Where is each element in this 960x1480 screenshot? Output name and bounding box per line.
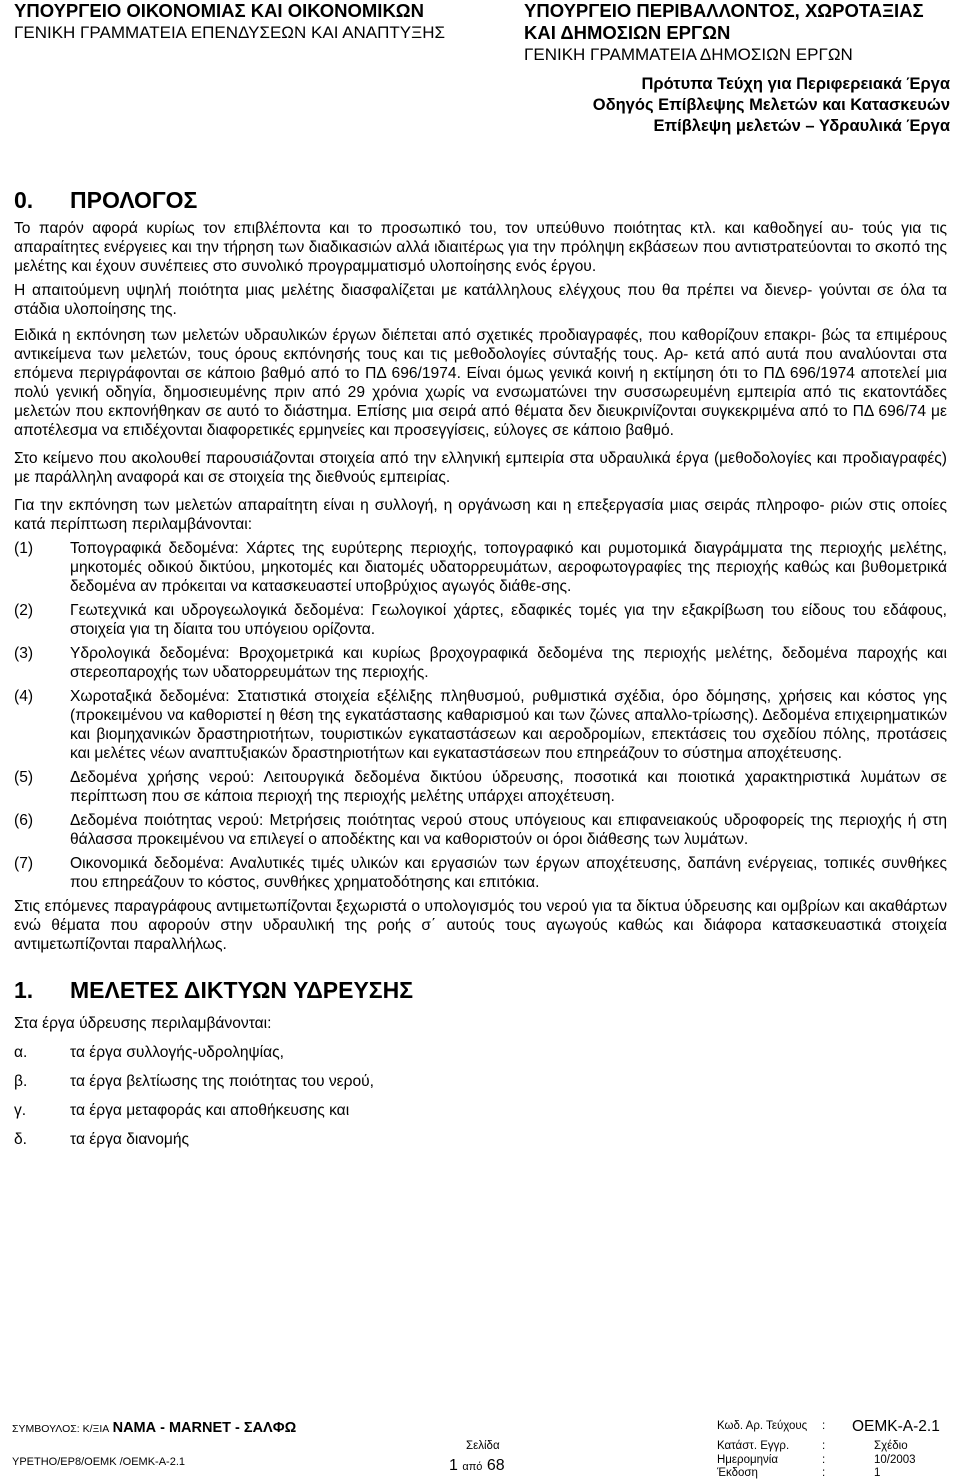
section-1-heading (14, 976, 947, 1004)
list-item-number: (7) (14, 855, 34, 872)
list-item (14, 1101, 947, 1120)
list-item (14, 768, 947, 806)
subtitle-line-3: Επίβλεψη μελετών – Υδραυλικά Έργα (653, 117, 950, 135)
paragraph: Ειδικά η εκπόνηση των μελετών υδραυλικών έργων διέπεται από σχετικές προδιαγραφές, που καθορίζουν επακρι- βώς τα επιμέρους αντικείμενα των μελετών, τους όρους εκπόνησής τους και τις μεθοδολογίες σύνταξής τους. Αρ- κετά από αυτά που αναλύονται στα επόμενα περιγράφονται σε κάποιο βαθμό από το ΠΔ 696/1974. Είναι όμως γενικά κοινή η εκτίμηση ότι το ΠΔ 696/1974 αποτελεί μια πολύ γενική οδηγία, δημοσιευμένης πριν από 29 χρόνια χωρίς να ενσωματώνει την συσσωρευμένη εμπειρία από τις εκατοντάδες μελετών που εκπονήθηκαν σε αυτό το διάστημα. Επίσης μια σειρά από θέματα δεν διευκρινίζονται συγκεκριμένα από το ΠΔ 696/74 με αποτέλεσμα να επιδέχονται διαφορετικές ερμηνείες και προσεγγίσεις, εύλογες σε κάποιο βαθμό. (14, 327, 947, 439)
list-item-number: (1) (14, 540, 34, 557)
list-item-text: Τοπογραφικά δεδομένα: Χάρτες της ευρύτερης περιοχής, τοπογραφικό και ρυμοτομικά διαγράμματα της περιοχής μελέτης, μηκοτομές οδικού δικτύου, μηκοτομές και διατομές υδατορρευμάτων, αεροφωτογραφίες της περιοχής καθώς και βυθομετρικά δεδομένα αν πρόκειται να κατασκευαστεί υποβρύχιος αγωγός διάθε-σης. (70, 540, 947, 595)
colon: : (822, 1454, 826, 1466)
list-item-text: Οικονομικά δεδομένα: Αναλυτικές τιμές υλικών και εργασιών των έργων αποχέτευσης, δαπάνη ενέργειας, τοπικές συνθήκες που επηρεάζουν το κόστος, συνθήκες χρηματοδότησης και επιτόκια. (70, 855, 947, 891)
list-item-number: (2) (14, 602, 34, 619)
page-label: Σελίδα (466, 1440, 500, 1452)
code-value: ΟΕΜΚ-Α-2.1 (852, 1418, 940, 1435)
section-title: ΜΕΛΕΤΕΣ ΔΙΚΤΥΩΝ ΥΔΡΕΥΣΗΣ (70, 977, 414, 1003)
page-of: από (462, 1461, 483, 1473)
date-value: 10/2003 (874, 1454, 916, 1466)
page-footer (0, 1416, 960, 1480)
colon: : (822, 1440, 826, 1452)
status-label: Κατάστ. Εγγρ. (717, 1440, 790, 1452)
list-item (14, 601, 947, 639)
colon: : (822, 1420, 826, 1432)
list-item-text: Χωροταξικά δεδομένα: Στατιστικά στοιχεία εξέλιξης πληθυσμού, ρυθμιστικά σχέδια, όρο δόμησης, χρήσεις και κόστος γης (προκειμένου να καθοριστεί η θέση της εγκατάστασης καθαρισμού και των ζώνες απαλλο-τρίωσης). Δεδομένα επιχειρηματικών και βιομηχανικών δραστηριοτήτων, τουριστικών εγκαταστάσεων και αεροδρομίων, επεκτάσεις του σχεδίου πόλης, προτάσεις και μελέτες νέων αναπτυξιακών δραστηριοτήτων και εγκαταστάσεων που επηρεάζουν το σύστημα αποχέτευσης. (70, 688, 947, 762)
edition-value: 1 (874, 1467, 881, 1479)
list-item (14, 811, 947, 849)
list-item-number: (3) (14, 645, 34, 662)
paragraph: Το παρόν αφορά κυρίως τον επιβλέποντα και το προσωπικό του, τον υπεύθυνο ποιότητας κτλ. και καθοδηγεί αυ- τούς για τις απαραίτητες ενέργειες και την τήρηση των διαδικασιών αλλά ιδιαιτέρως για την πρόληψη εκβάσεων που αντιστρατεύονται το σκοπό της μελέτης και έχουν συνέπειες στο συνολικό προγραμματισμό υλοποίησης ενός έργου. (14, 220, 947, 275)
page-number (449, 1457, 505, 1475)
code-label: Κωδ. Αρ. Τεύχους (717, 1420, 808, 1432)
section-0-heading (14, 186, 947, 214)
advisor-prefix: ΣΥΜΒΟΥΛΟΣ: Κ/ΞΙΑ (12, 1423, 110, 1435)
list-item-letter: α. (14, 1044, 28, 1061)
paragraph: Στο κείμενο που ακολουθεί παρουσιάζονται στοιχεία από την ελληνική εμπειρία στα υδραυλικά έργα (μεθοδολογίες και προδιαγραφές) με παράλληλη αναφορά και σε στοιχεία της διεθνούς εμπειρίας. (14, 450, 947, 486)
section-number: 0. (14, 187, 34, 213)
ministry-finance-title: ΥΠΟΥΡΓΕΙΟ ΟΙΚΟΝΟΜΙΑΣ ΚΑΙ ΟΙΚΟΝΟΜΙΚΩΝ (14, 0, 424, 21)
list-item-number: (5) (14, 769, 34, 786)
list-item (14, 1130, 947, 1149)
date-label: Ημερομηνία (717, 1454, 778, 1466)
advisor-line (12, 1420, 296, 1436)
list-item-text: τα έργα διανομής (70, 1131, 190, 1148)
list-item (14, 1072, 947, 1091)
section-title: ΠΡΟΛΟΓΟΣ (70, 187, 198, 213)
advisor-name: ΝΑΜΑ - MARNET - ΣΑΛΦΩ (112, 1420, 297, 1436)
header-left (14, 0, 445, 44)
section-number: 1. (14, 977, 34, 1003)
edition-label: Έκδοση (717, 1467, 758, 1479)
document-subtitle (593, 74, 950, 137)
subtitle-line-1: Πρότυπα Τεύχη για Περιφερειακά Έργα (641, 75, 950, 93)
list-item-number: (4) (14, 688, 34, 705)
total-pages: 68 (486, 1457, 505, 1474)
list-item (14, 1043, 947, 1062)
list-item-letter: γ. (14, 1102, 27, 1119)
paragraph: Για την εκπόνηση των μελετών απαραίτητη είναι η συλλογή, η οργάνωση και η επεξεργασία μιας σειράς πληροφο- ριών στις οποίες κατά περίπτωση περιλαμβάνονται: (14, 497, 947, 533)
list-item (14, 854, 947, 892)
header-right (524, 0, 924, 66)
colon: : (822, 1467, 826, 1479)
section-intro: Στα έργα ύδρευσης περιλαμβάνονται: (14, 1015, 272, 1032)
investments-secretariat: ΓΕΝΙΚΗ ΓΡΑΜΜΑΤΕΙΑ ΕΠΕΝΔΥΣΕΩΝ ΚΑΙ ΑΝΑΠΤΥΞΗΣ (14, 23, 445, 42)
document-reference: ΥΡΕΤΗΟ/ΕΡ8/ΟΕΜΚ /ΟΕΜΚ-Α-2.1 (12, 1456, 185, 1468)
list-item-letter: δ. (14, 1131, 28, 1148)
list-item-text: τα έργα συλλογής-υδροληψίας, (70, 1044, 284, 1061)
current-page: 1 (449, 1457, 458, 1474)
list-item-text: Δεδομένα ποιότητας νερού: Μετρήσεις ποιότητας νερού στους υπόγειους και επιφανειακούς υδροφορείς της περιοχής ή στη θάλασσα προκειμένου να επιλεγεί ο αποδέκτης και να καθοριστούν οι όροι διάθεσης των λυμάτων. (70, 812, 947, 848)
ministry-environment-title-2: ΚΑΙ ΔΗΜΟΣΙΩΝ ΕΡΓΩΝ (524, 22, 731, 43)
public-works-secretariat: ΓΕΝΙΚΗ ΓΡΑΜΜΑΤΕΙΑ ΔΗΜΟΣΙΩΝ ΕΡΓΩΝ (524, 45, 853, 64)
ministry-environment-title-1: ΥΠΟΥΡΓΕΙΟ ΠΕΡΙΒΑΛΛΟΝΤΟΣ, ΧΩΡΟΤΑΞΙΑΣ (524, 0, 924, 21)
list-item-text: τα έργα βελτίωσης της ποιότητας του νερού, (70, 1073, 374, 1090)
list-item (14, 687, 947, 763)
list-item-text: Υδρολογικά δεδομένα: Βροχομετρικά και κυρίως βροχογραφικά δεδομένα της περιοχής μελέτης, δεδομένα παροχής και στερεοπαροχής των υδατορρευμάτων της περιοχής. (70, 645, 947, 681)
list-item-text: Γεωτεχνικά και υδρογεωλογικά δεδομένα: Γεωλογικοί χάρτες, εδαφικές τομές για την εξακρίβωση του είδους του εδάφους, στοιχεία για τη δίαιτα του υπόγειου ορίζοντα. (70, 602, 947, 638)
list-item-text: τα έργα μεταφοράς και αποθήκευσης και (70, 1102, 350, 1119)
list-item-text: Δεδομένα χρήσης νερού: Λειτουργικά δεδομένα δικτύου ύδρευσης, ποσοτικά και ποιοτικά χαρακτηριστικά λυμάτων σε περίπτωση που σε κάποια περιοχή της περιοχής μελέτης υπάρχει αποχέτευση. (70, 769, 947, 805)
document-body (14, 186, 947, 1149)
paragraph: Η απαιτούμενη υψηλή ποιότητα μιας μελέτης διασφαλίζεται με κατάλληλους ελέγχους που θα πρέπει να διενερ- γούνται σε όλα τα στάδια υλοποίησης της. (14, 282, 947, 318)
list-item-letter: β. (14, 1073, 28, 1090)
list-item (14, 539, 947, 596)
subtitle-line-2: Οδηγός Επίβλεψης Μελετών και Κατασκευών (592, 96, 950, 114)
list-item-number: (6) (14, 812, 34, 829)
paragraph: Στις επόμενες παραγράφους αντιμετωπίζονται ξεχωριστά ο υπολογισμός του νερού για τα δίκτυα ύδρευσης και ομβρίων και ακαθάρτων ενώ θέματα που αφορούν στην υδραυλική της ροής σ΄ αυτούς τους αγωγούς καθώς και διάφορα κατασκευαστικά στοιχεία αντιμετωπίζονται παραλλήλως. (14, 898, 947, 953)
status-value: Σχέδιο (874, 1440, 908, 1452)
list-item (14, 644, 947, 682)
